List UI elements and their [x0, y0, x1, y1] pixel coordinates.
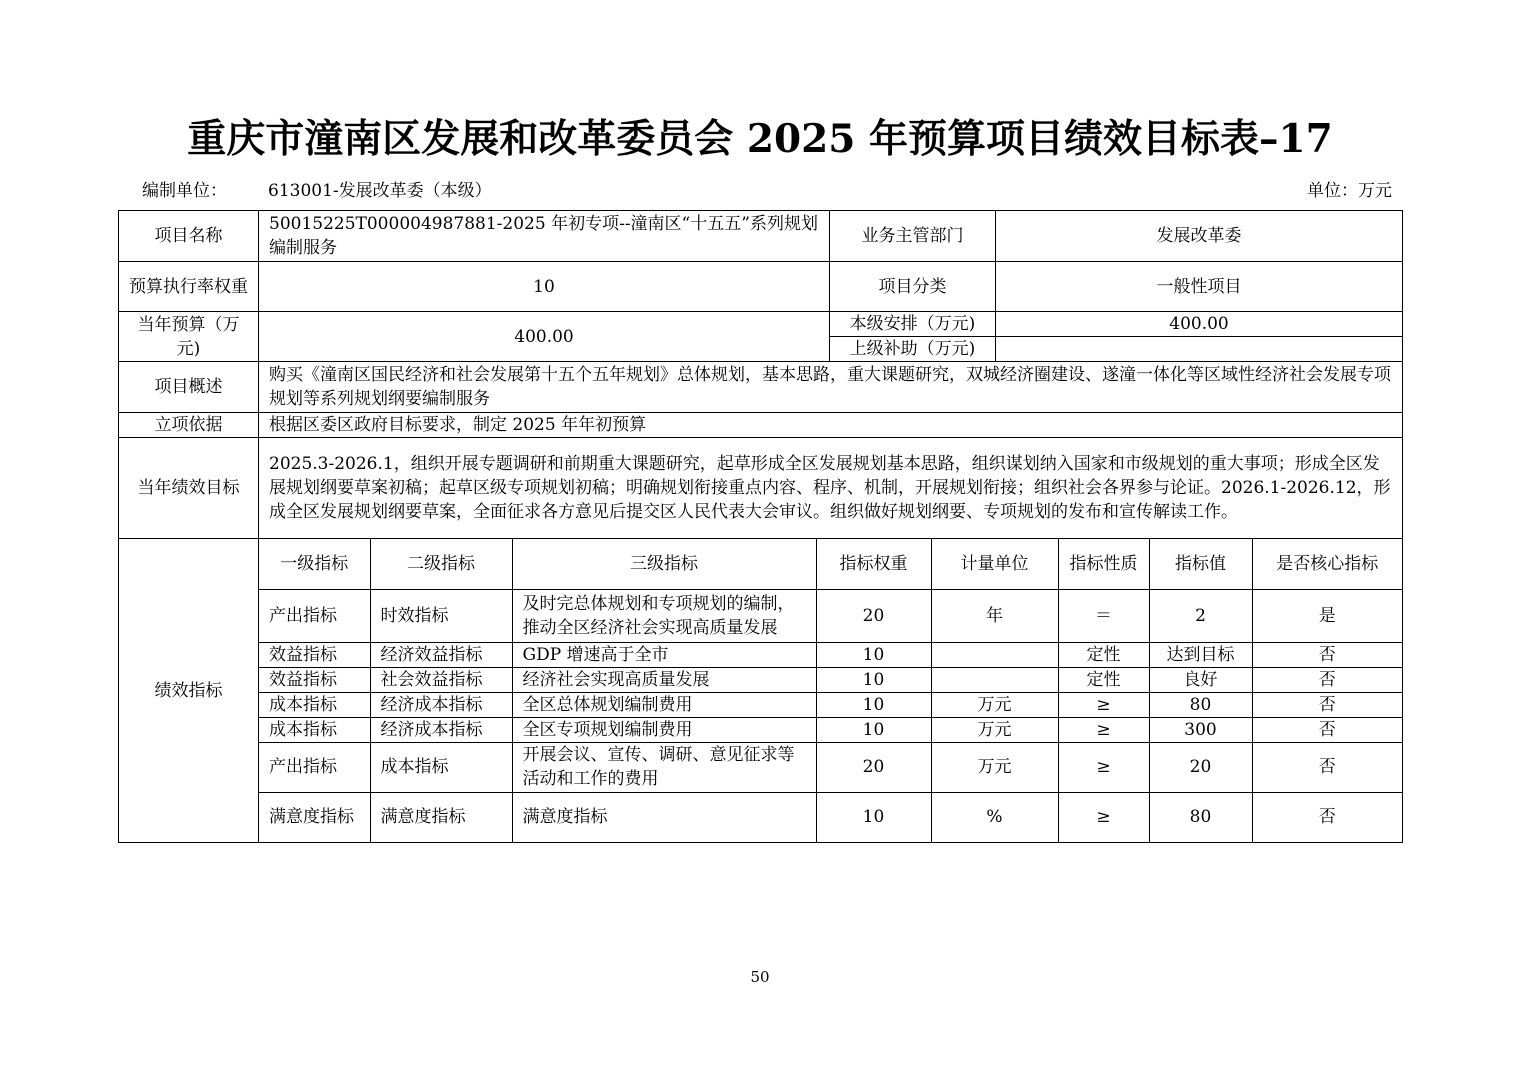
- cell-level2: 经济成本指标: [370, 692, 512, 717]
- cell-value: 20: [1149, 742, 1252, 792]
- cell-unit: 万元: [931, 717, 1058, 742]
- cell-weight: 10: [816, 717, 931, 742]
- cell-level3: 开展会议、宣传、调研、意见征求等活动和工作的费用: [512, 742, 816, 792]
- cell-level3: 满意度指标: [512, 792, 816, 842]
- header-unit: 计量单位: [931, 539, 1058, 589]
- cell-value: 80: [1149, 692, 1252, 717]
- cell-level1: 满意度指标: [259, 792, 370, 842]
- goal-label: 当年绩效目标: [119, 438, 259, 539]
- document-title: 重庆市潼南区发展和改革委员会 2025 年预算项目绩效目标表–17: [187, 116, 1333, 162]
- cell-core: 否: [1252, 642, 1402, 667]
- budget-label: 当年预算（万元): [119, 312, 259, 362]
- category-label: 项目分类: [830, 262, 996, 312]
- table-row: [259, 742, 1402, 792]
- cell-level2: 成本指标: [370, 742, 512, 792]
- budget-value: 400.00: [259, 312, 830, 362]
- cell-level3: GDP 增速高于全市: [512, 642, 816, 667]
- cell-weight: 10: [816, 792, 931, 842]
- cell-unit: [931, 667, 1058, 692]
- cell-weight: 20: [816, 589, 931, 642]
- cell-weight: 20: [816, 742, 931, 792]
- basis-label: 立项依据: [119, 413, 259, 438]
- cell-value: 良好: [1149, 667, 1252, 692]
- cell-level1: 成本指标: [259, 692, 370, 717]
- performance-target-table: [118, 210, 1403, 843]
- cell-level2: 社会效益指标: [370, 667, 512, 692]
- superior-value: [996, 337, 1403, 362]
- indicators-label: 绩效指标: [119, 539, 259, 843]
- cell-core: 否: [1252, 742, 1402, 792]
- row-project-name: [119, 211, 1403, 262]
- row-basis: [119, 413, 1403, 438]
- dept-value: 发展改革委: [996, 211, 1403, 262]
- indicators-table: [259, 539, 1402, 842]
- local-value: 400.00: [996, 312, 1403, 337]
- header-core: 是否核心指标: [1252, 539, 1402, 589]
- header-level1: 一级指标: [259, 539, 370, 589]
- category-value: 一般性项目: [996, 262, 1403, 312]
- row-budget-local: [119, 312, 1403, 337]
- row-indicators: [119, 539, 1403, 843]
- cell-nature: ≥: [1058, 792, 1149, 842]
- cell-level2: 经济成本指标: [370, 717, 512, 742]
- cell-core: 否: [1252, 792, 1402, 842]
- page-number: 50: [750, 968, 770, 986]
- dept-label: 业务主管部门: [830, 211, 996, 262]
- cell-level2: 满意度指标: [370, 792, 512, 842]
- cell-level1: 效益指标: [259, 667, 370, 692]
- header-value: 指标值: [1149, 539, 1252, 589]
- cell-nature: ＝: [1058, 589, 1149, 642]
- cell-nature: ≥: [1058, 692, 1149, 717]
- header-weight: 指标权重: [816, 539, 931, 589]
- overview-value: 购买《潼南区国民经济和社会发展第十五个五年规划》总体规划，基本思路，重大课题研究，双城经济圈建设、遂潼一体化等区域性经济社会发展专项规划等系列规划纲要编制服务: [259, 362, 1403, 413]
- cell-value: 达到目标: [1149, 642, 1252, 667]
- cell-value: 80: [1149, 792, 1252, 842]
- cell-unit: 万元: [931, 742, 1058, 792]
- cell-unit: 年: [931, 589, 1058, 642]
- project-name-label: 项目名称: [119, 211, 259, 262]
- cell-core: 否: [1252, 692, 1402, 717]
- cell-unit: 万元: [931, 692, 1058, 717]
- basis-value: 根据区委区政府目标要求，制定 2025 年年初预算: [259, 413, 1403, 438]
- local-label: 本级安排（万元): [830, 312, 996, 337]
- cell-nature: ≥: [1058, 717, 1149, 742]
- superior-label: 上级补助（万元): [830, 337, 996, 362]
- cell-value: 300: [1149, 717, 1252, 742]
- header-level3: 三级指标: [512, 539, 816, 589]
- cell-level1: 产出指标: [259, 589, 370, 642]
- cell-level2: 时效指标: [370, 589, 512, 642]
- cell-level1: 产出指标: [259, 742, 370, 792]
- table-row: [259, 667, 1402, 692]
- table-row: [259, 717, 1402, 742]
- cell-level1: 效益指标: [259, 642, 370, 667]
- cell-weight: 10: [816, 642, 931, 667]
- project-name-value: 50015225T000004987881-2025 年初专项--潼南区“十五五”系列规划编制服务: [259, 211, 830, 262]
- row-overview: [119, 362, 1403, 413]
- compiling-unit-value: 613001-发展改革委（本级）: [268, 181, 492, 201]
- row-weight: [119, 262, 1403, 312]
- row-goal: [119, 438, 1403, 539]
- cell-level3: 经济社会实现高质量发展: [512, 667, 816, 692]
- indicators-header-row: [259, 539, 1402, 589]
- table-row: [259, 792, 1402, 842]
- cell-unit: [931, 642, 1058, 667]
- header-level2: 二级指标: [370, 539, 512, 589]
- cell-core: 否: [1252, 667, 1402, 692]
- table-row: [259, 589, 1402, 642]
- cell-nature: 定性: [1058, 642, 1149, 667]
- weight-value: 10: [259, 262, 830, 312]
- weight-label: 预算执行率权重: [119, 262, 259, 312]
- cell-nature: 定性: [1058, 667, 1149, 692]
- cell-level2: 经济效益指标: [370, 642, 512, 667]
- cell-level3: 及时完总体规划和专项规划的编制，推动全区经济社会实现高质量发展: [512, 589, 816, 642]
- overview-label: 项目概述: [119, 362, 259, 413]
- cell-core: 否: [1252, 717, 1402, 742]
- cell-nature: ≥: [1058, 742, 1149, 792]
- table-row: [259, 692, 1402, 717]
- cell-level3: 全区专项规划编制费用: [512, 717, 816, 742]
- header-nature: 指标性质: [1058, 539, 1149, 589]
- compiling-unit-label: 编制单位：: [142, 181, 227, 201]
- cell-weight: 10: [816, 692, 931, 717]
- cell-unit: %: [931, 792, 1058, 842]
- indicators-cell: [259, 539, 1403, 843]
- currency-unit: 单位：万元: [1307, 181, 1392, 201]
- cell-core: 是: [1252, 589, 1402, 642]
- cell-level3: 全区总体规划编制费用: [512, 692, 816, 717]
- goal-value: 2025.3-2026.1，组织开展专题调研和前期重大课题研究，起草形成全区发展规划基本思路，组织谋划纳入国家和市级规划的重大事项；形成全区发展规划纲要草案初稿；起草区级专项规划初稿；明确规划衔接重点内容、程序、机制，开展规划衔接；组织社会各界参与论证。2026.1-2026.12，形成全区发展规划纲要草案，全面征求各方意见后提交区人民代表大会审议。组织做好规划纲要、专项规划的发布和宣传解读工作。: [259, 438, 1403, 539]
- cell-value: 2: [1149, 589, 1252, 642]
- cell-level1: 成本指标: [259, 717, 370, 742]
- table-row: [259, 642, 1402, 667]
- cell-weight: 10: [816, 667, 931, 692]
